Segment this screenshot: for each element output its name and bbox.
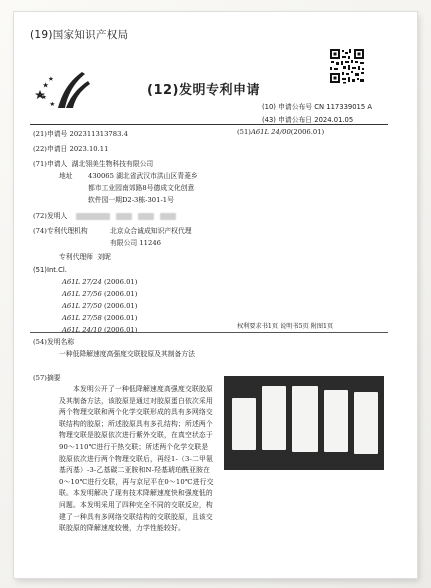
intcl-year: (2006.01) bbox=[104, 326, 138, 334]
intcl-item bbox=[62, 314, 137, 322]
publication-number bbox=[262, 101, 372, 111]
intcl-item bbox=[62, 278, 137, 286]
application-number bbox=[33, 128, 128, 138]
pub-date-label: 申请公布日 bbox=[278, 116, 313, 124]
patent-type-title bbox=[147, 79, 260, 98]
application-date bbox=[33, 143, 108, 153]
pub-no-label: 申请公布号 bbox=[278, 103, 313, 111]
app-date-code: (22) bbox=[33, 145, 47, 153]
page-counts: 权利要求书1页 说明书5页 附图1页 bbox=[237, 323, 334, 330]
pub-no-value: CN 117339015 A bbox=[314, 103, 373, 111]
collagen-sample bbox=[262, 386, 286, 450]
main-ipc-year: (2006.01) bbox=[290, 128, 325, 136]
main-ipc-code: (51) bbox=[237, 128, 251, 136]
intcl-year: (2006.01) bbox=[104, 314, 138, 322]
applicant-address-line-2: 都市工业园南郊路8号德成文化创意 bbox=[88, 184, 195, 192]
intcl-class: A61L 27/50 bbox=[62, 302, 102, 310]
abstract-heading bbox=[33, 372, 61, 382]
app-no-label: 申请号 bbox=[46, 130, 68, 138]
intcl-code: (51) bbox=[33, 266, 47, 274]
app-no-value: 202311313783.4 bbox=[69, 130, 128, 138]
section-rule bbox=[30, 332, 388, 333]
intcl-year: (2006.01) bbox=[104, 302, 138, 310]
pub-date-value: 2024.01.05 bbox=[314, 116, 354, 124]
title-code: (54) bbox=[33, 338, 47, 346]
app-date-value: 2023.10.11 bbox=[69, 145, 109, 153]
intcl-heading bbox=[33, 266, 67, 274]
inventor-name-redacted bbox=[116, 213, 132, 220]
inventor-name-redacted bbox=[160, 213, 176, 220]
cnipa-emblem-icon bbox=[32, 68, 96, 110]
applicant bbox=[33, 158, 153, 168]
title-heading bbox=[33, 336, 74, 346]
agent-label: 专利代理师 bbox=[59, 253, 93, 261]
intcl-item bbox=[62, 290, 137, 298]
patent-type-code: (12) bbox=[147, 83, 179, 98]
abstract-code: (57) bbox=[33, 374, 47, 382]
header-rule bbox=[30, 124, 388, 125]
abstract-text: 本发明公开了一种低降解速度高强度交联胶原及其制备方法，该胶原是通过对胶原蛋白依次采用两个物理交联和两个化学交联形成的具有多网络交联结构的胶原；所述胶原具有多孔结构；所述两个物理交联是胶原依次进行紫外交联，在真空状态于90～110℃进行干热交联；所述两个化学交联是胶原依次进行两个物理交联后，再经1-（3-二甲氨基丙基）-3-乙基碳二亚胺和N-羟基琥珀酰亚胺在0～10℃进行交联，再与京尼平在0～10℃进行交联。本发明解决了现有技术降解速度快和强度低的问题。本发明采用了四种完全不同的交联反应，构建了一种具有多网络交联结构的交联胶原，且该交联胶原的降解速度较慢，力学性能较好。 bbox=[59, 385, 214, 533]
intcl-year: (2006.01) bbox=[104, 290, 138, 298]
publication-date bbox=[262, 114, 353, 124]
collagen-sample bbox=[232, 398, 256, 450]
collagen-sample bbox=[354, 392, 378, 454]
intcl-class: A61L 27/56 bbox=[62, 290, 102, 298]
applicant-code: (71) bbox=[33, 160, 47, 168]
title-label: 发明名称 bbox=[46, 338, 75, 346]
agent bbox=[59, 251, 111, 261]
pub-no-code: (10) bbox=[262, 103, 276, 111]
intcl-class: A61L 27/24 bbox=[62, 278, 102, 286]
agency-label: 专利代理机构 bbox=[46, 227, 88, 235]
intcl-item bbox=[62, 302, 137, 310]
app-date-label: 申请日 bbox=[46, 145, 68, 153]
intcl-year: (2006.01) bbox=[104, 278, 138, 286]
applicant-address-line-3: 软件园一期D2-3栋-301-1号 bbox=[88, 196, 174, 204]
collagen-sample bbox=[324, 390, 348, 452]
agent-name: 刘昵 bbox=[97, 253, 111, 261]
intcl-class: A61L 27/58 bbox=[62, 314, 102, 322]
inventor-label: 发明人 bbox=[46, 212, 68, 220]
applicant-name: 湖北翎美生物科技有限公司 bbox=[71, 160, 154, 168]
abstract-figure-photo bbox=[224, 376, 384, 470]
agency-line-2: 有限公司 11246 bbox=[110, 239, 161, 247]
collagen-sample bbox=[292, 386, 318, 452]
inventor-code: (72) bbox=[33, 212, 47, 220]
inventor-name-redacted bbox=[76, 213, 110, 220]
intcl-label: Int.Cl. bbox=[46, 266, 67, 274]
applicant-address-label: 地址 bbox=[59, 172, 73, 180]
main-ipc bbox=[237, 128, 324, 136]
abstract-label: 摘要 bbox=[46, 374, 61, 382]
pub-date-code: (43) bbox=[262, 116, 276, 124]
agency bbox=[33, 225, 88, 235]
inventor bbox=[33, 210, 176, 220]
applicant-address-line-1: 430065 湖北省武汉市洪山区青菱乡 bbox=[88, 172, 198, 180]
qr-code-icon bbox=[329, 48, 365, 84]
intcl-class: A61L 24/10 bbox=[62, 326, 102, 334]
agency-line-1: 北京众合诚成知识产权代理 bbox=[110, 227, 192, 235]
office-code: (19) bbox=[30, 29, 53, 41]
agency-code: (74) bbox=[33, 227, 47, 235]
inventor-name-redacted bbox=[138, 213, 154, 220]
office-header bbox=[30, 27, 128, 42]
patent-type-name: 发明专利申请 bbox=[178, 83, 260, 98]
app-no-code: (21) bbox=[33, 130, 47, 138]
invention-title: 一种低降解速度高强度交联胶原及其制备方法 bbox=[59, 350, 195, 358]
applicant-label: 申请人 bbox=[46, 160, 68, 168]
main-ipc-class: A61L 24/00 bbox=[250, 128, 291, 136]
office-name: 国家知识产权局 bbox=[52, 29, 129, 41]
